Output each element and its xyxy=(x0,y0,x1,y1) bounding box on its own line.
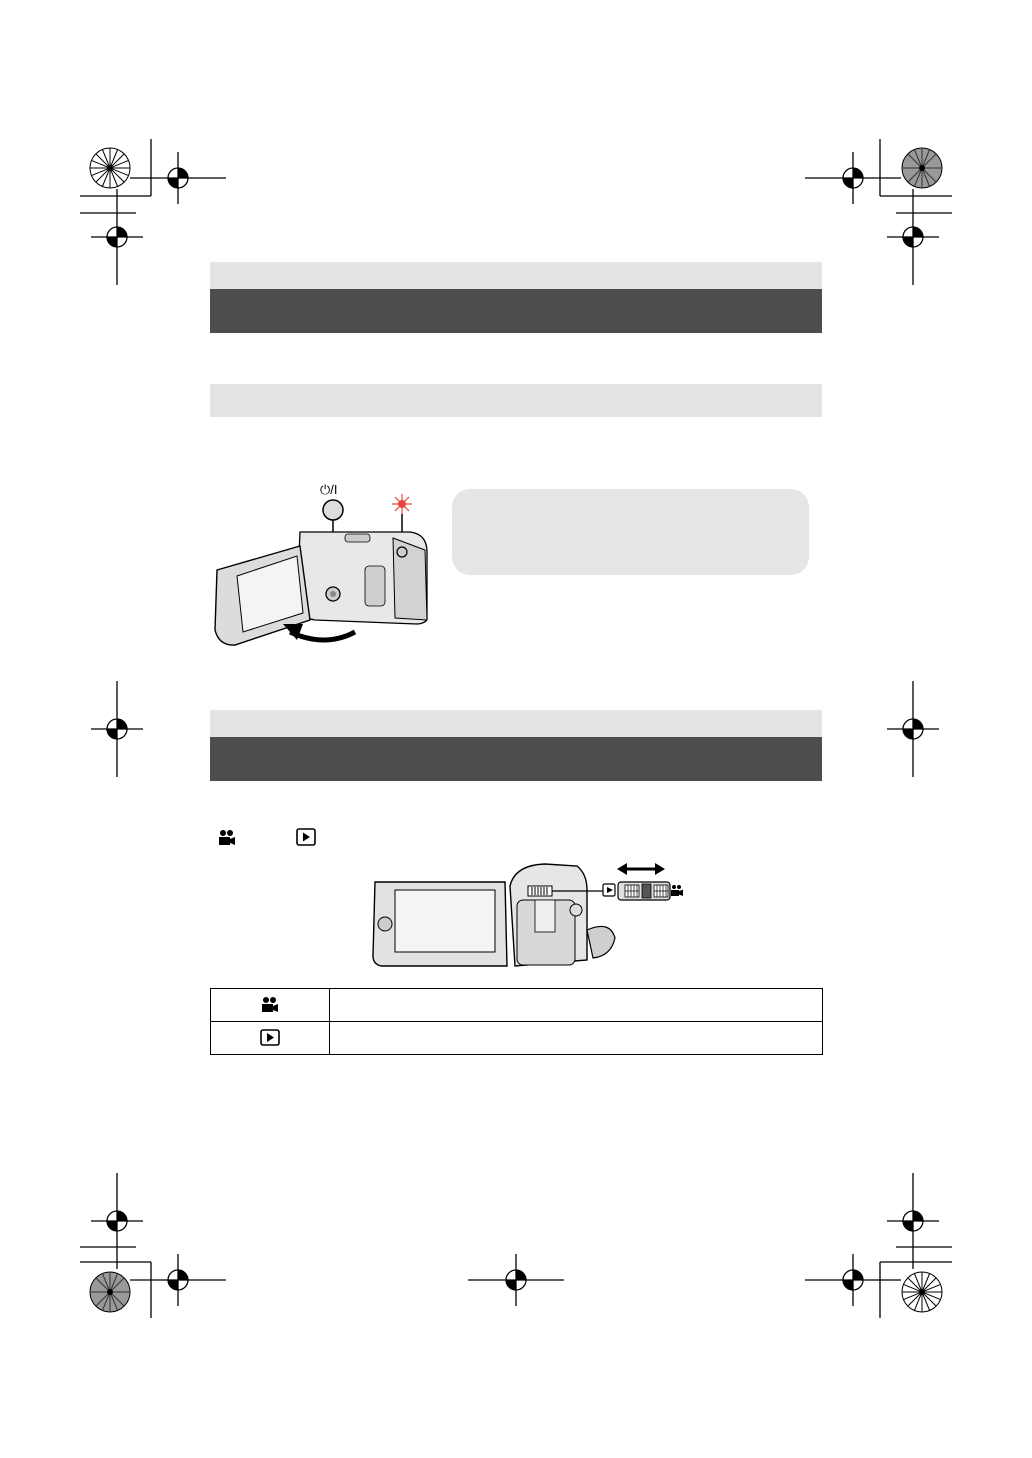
mode-icon-cell xyxy=(211,989,330,1022)
power-button-label: ⏻/I xyxy=(320,482,338,497)
camcorder-power-illustration xyxy=(205,490,445,660)
table-row xyxy=(211,1022,823,1055)
camcorder-mode-switch-illustration xyxy=(365,860,695,975)
movie-camera-icon-small xyxy=(671,885,683,896)
section-header-top-band xyxy=(210,262,822,289)
mode-description-cell xyxy=(330,989,823,1022)
status-light-icon xyxy=(392,494,412,514)
section2-header-top-band xyxy=(210,710,822,737)
info-note-box xyxy=(452,489,809,575)
play-icon xyxy=(260,1029,280,1046)
play-icon xyxy=(296,828,316,846)
section-header-title-band xyxy=(210,289,822,333)
table-row xyxy=(211,989,823,1022)
mode-table xyxy=(210,988,823,1055)
mode-description-cell xyxy=(330,1022,823,1055)
movie-camera-icon xyxy=(261,996,279,1013)
subsection-header-band xyxy=(210,384,822,417)
mode-icon-cell xyxy=(211,1022,330,1055)
section2-header-title-band xyxy=(210,737,822,781)
movie-camera-icon xyxy=(218,829,236,847)
